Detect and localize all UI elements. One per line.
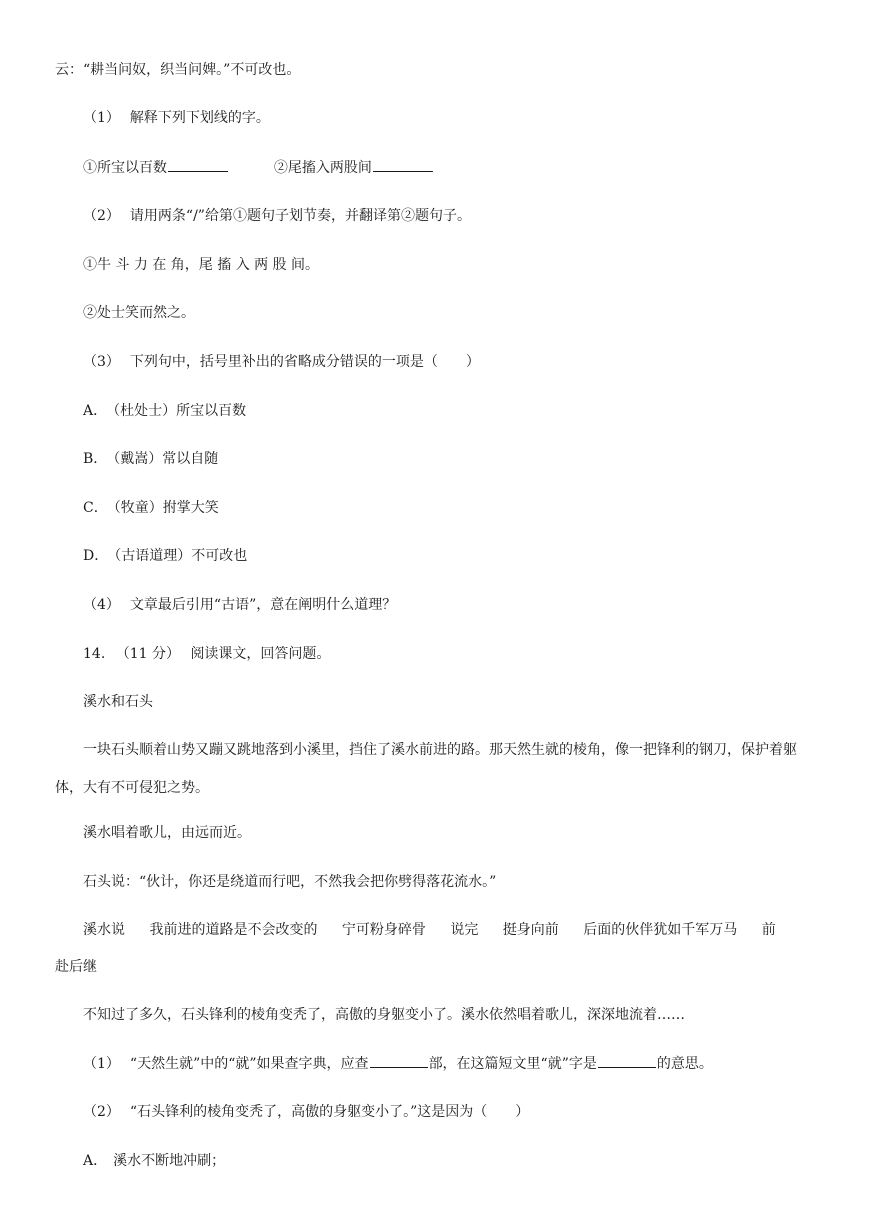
q14-text: 阅读课文，回答问题。 (190, 646, 331, 662)
q14-score: （11 分） (115, 646, 180, 662)
q13-sub2-number: （2） (83, 208, 120, 224)
option-letter: D． (83, 548, 109, 564)
q13-sub1-items (83, 157, 434, 178)
passage-paragraph-1: 一块石头顺着山势又蹦又跳地落到小溪里，挡住了溪水前进的路。那天然生就的棱角，像一把锋利的钢刀，保护着躯体，大有不可侵犯之势。 (55, 742, 797, 796)
q13-sub1-text: 解释下列下划线的字。 (129, 110, 270, 126)
q13-sub2-sentence-b: ②处士笑而然之。 (83, 305, 195, 321)
punctuation-segment: 后面的伙伴犹如千军万马 (583, 922, 738, 938)
q14-sub1-number: （1） (83, 1056, 120, 1072)
option-text: 溪水不断地冲刷； (113, 1153, 226, 1169)
answer-blank[interactable] (370, 1053, 428, 1068)
q13-option-d[interactable] (83, 546, 247, 566)
answer-blank[interactable] (373, 157, 433, 172)
punctuation-segment: 溪水说 (83, 922, 125, 938)
q14-sub1 (83, 1053, 713, 1074)
q13-sub1-item-b: ②尾搐入两股间 (273, 160, 372, 176)
option-text: （古语道理）不可改也 (114, 548, 248, 564)
q14-sub1-text-b: 部，在这篇短文里“就”字是 (428, 1056, 597, 1072)
q14-sub2 (83, 1102, 529, 1122)
q13-sub2 (83, 206, 471, 226)
q13-sub2-text: 请用两条“/”给第①题句子划节奏，并翻译第②题句子。 (129, 208, 471, 224)
q14-number: 14. (83, 646, 106, 662)
answer-blank[interactable] (598, 1053, 656, 1068)
passage-paragraph-2: 溪水唱着歌儿，由远而近。 (83, 825, 251, 841)
q13-option-b[interactable] (83, 449, 218, 469)
passage-paragraph-3: 石头说：“伙计，你还是绕道而行吧，不然我会把你劈得落花流水。” (83, 874, 497, 890)
answer-blank[interactable] (168, 157, 228, 172)
option-text: （戴嵩）常以自随 (113, 451, 219, 467)
punctuation-segment: 挺身向前 (502, 922, 559, 938)
option-letter: C． (83, 500, 108, 516)
option-text: （杜处士）所宝以百数 (113, 403, 247, 419)
q13-option-c[interactable] (83, 498, 219, 518)
option-letter: A． (83, 403, 108, 419)
q14-header (83, 644, 330, 664)
punctuation-segment: 宁可粉身碎骨 (341, 922, 426, 938)
punctuation-segment: 我前进的道路是不会改变的 (149, 922, 318, 938)
q14-sub2-text: “石头锋利的棱角变秃了，高傲的身躯变小了。”这是因为（ ） (129, 1104, 530, 1120)
passage-title: 溪水和石头 (83, 694, 153, 710)
q13-sub2-sentence-a: ①牛 斗 力 在 角，尾 搐 入 两 股 间。 (83, 257, 320, 273)
punctuation-segment: 前 (761, 922, 776, 938)
option-letter: A． (83, 1153, 108, 1169)
q13-sub4-number: （4） (83, 597, 120, 613)
q13-sub4 (83, 595, 396, 615)
q14-option-a[interactable] (83, 1151, 225, 1171)
q13-option-a[interactable] (83, 401, 246, 421)
q13-sub3-number: （3） (83, 354, 120, 370)
punctuation-segment: 说完 (450, 922, 479, 938)
option-text: （牧童）拊掌大笑 (113, 500, 219, 516)
q13-sub1 (83, 108, 270, 128)
q14-sub1-text-a: “天然生就”中的“就”如果查字典，应查 (129, 1056, 369, 1072)
option-letter: B． (83, 451, 108, 467)
passage-paragraph-5: 不知过了多久，石头锋利的棱角变秃了，高傲的身躯变小了。溪水依然唱着歌儿，深深地流着…… (83, 1007, 685, 1023)
q13-sub3 (83, 352, 480, 372)
q13-sub3-text: 下列句中，括号里补出的省略成分错误的一项是（ ） (129, 354, 480, 370)
q13-sub1-item-a: ①所宝以百数 (83, 160, 167, 176)
q14-sub1-text-c: 的意思。 (656, 1056, 713, 1072)
passage-paragraph-4 (83, 920, 776, 940)
top-line: 云：“耕当问奴，织当问婢。”不可改也。 (55, 62, 301, 78)
q13-sub1-number: （1） (83, 110, 120, 126)
q14-sub2-number: （2） (83, 1104, 120, 1120)
passage-paragraph-4-tail: 赴后继 (55, 959, 97, 975)
q13-sub4-text: 文章最后引用“古语”，意在阐明什么道理？ (129, 597, 397, 613)
